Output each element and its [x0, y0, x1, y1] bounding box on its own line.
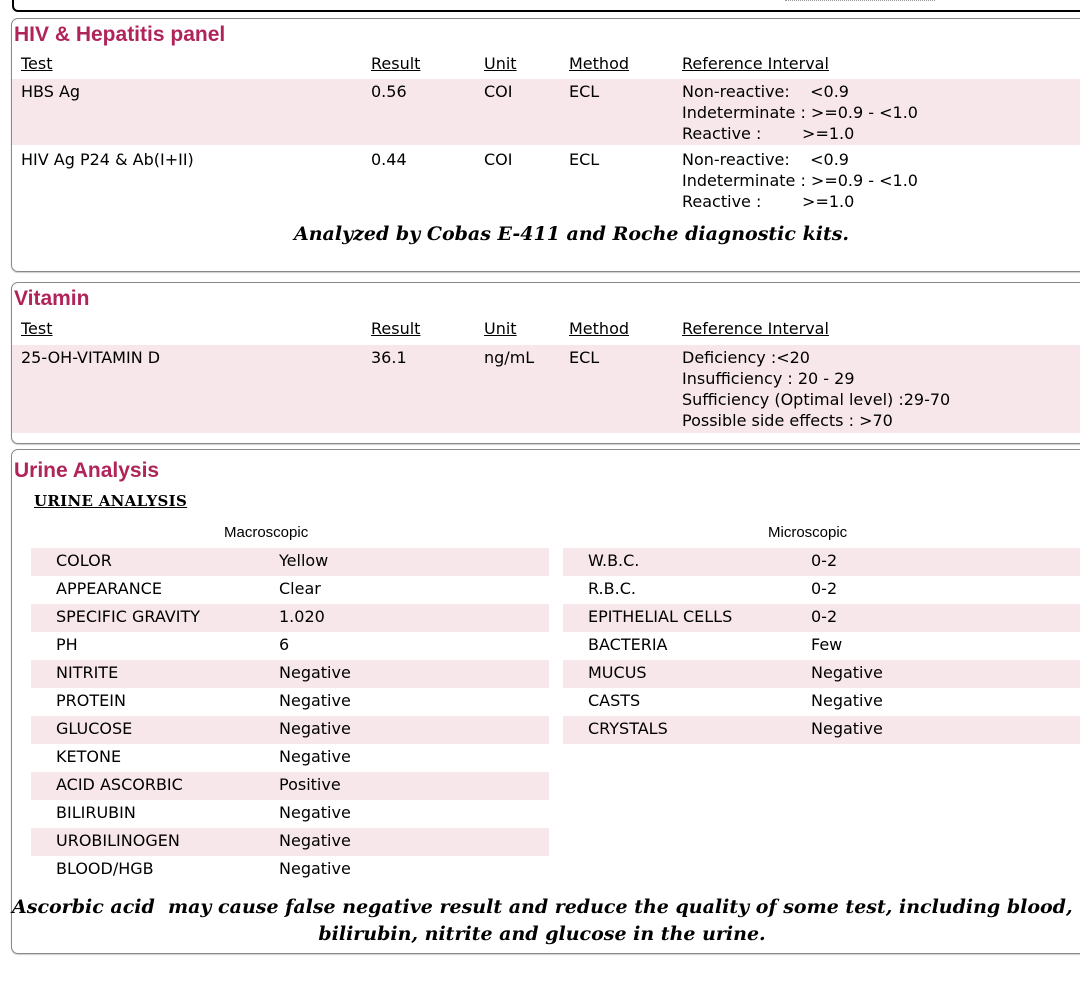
- reference-line: Deficiency :<20: [682, 348, 810, 367]
- macroscopic-row: [31, 800, 549, 828]
- ascorbic-acid-note: [12, 894, 1072, 948]
- row-label: BILIRUBIN: [56, 803, 136, 822]
- macroscopic-row: [31, 744, 549, 772]
- result-value: 36.1: [371, 348, 407, 367]
- microscopic-caption: Microscopic: [768, 524, 848, 541]
- row-label: PH: [56, 635, 78, 654]
- urine-analysis-panel: [11, 449, 1080, 954]
- header-reference: Reference Interval: [682, 319, 829, 338]
- unit-value: COI: [484, 82, 513, 101]
- row-value: Positive: [279, 775, 341, 794]
- row-label: R.B.C.: [588, 579, 636, 598]
- result-value: 0.44: [371, 150, 407, 169]
- row-label: W.B.C.: [588, 551, 640, 570]
- row-label: NITRITE: [56, 663, 119, 682]
- header-method: Method: [569, 319, 630, 338]
- macroscopic-row: [31, 604, 549, 632]
- row-value: Negative: [811, 691, 883, 710]
- panel-title: HIV & Hepatitis panel: [14, 23, 226, 46]
- row-label: SPECIFIC GRAVITY: [56, 607, 200, 626]
- row-label: MUCUS: [588, 663, 647, 682]
- macroscopic-row: [31, 828, 549, 856]
- macroscopic-caption: Macroscopic: [224, 524, 309, 541]
- microscopic-row: [563, 548, 1080, 576]
- test-name: 25-OH-VITAMIN D: [21, 348, 161, 367]
- row-value: Negative: [279, 691, 351, 710]
- panel-title: Vitamin: [14, 287, 90, 310]
- note-line: bilirubin, nitrite and glucose in the urine.: [318, 923, 766, 945]
- reference-interval: [682, 347, 950, 431]
- row-value: Negative: [279, 747, 351, 766]
- macroscopic-row: [31, 632, 549, 660]
- hiv-hepatitis-panel: [11, 18, 1080, 272]
- row-label: CASTS: [588, 691, 641, 710]
- row-value: 1.020: [279, 607, 325, 626]
- reference-line: Sufficiency (Optimal level) :29-70: [682, 390, 951, 409]
- row-value: Negative: [811, 663, 883, 682]
- reference-line: Possible side effects : >70: [682, 411, 893, 430]
- reference-interval: [682, 81, 918, 144]
- vitamin-panel: [11, 282, 1080, 444]
- header-reference: Reference Interval: [682, 54, 829, 73]
- reference-line: Reactive : >=1.0: [682, 192, 855, 211]
- microscopic-row: [563, 576, 1080, 604]
- header-method: Method: [569, 54, 630, 73]
- macroscopic-row: [31, 688, 549, 716]
- method-value: ECL: [569, 150, 600, 169]
- result-value: 0.56: [371, 82, 407, 101]
- microscopic-row: [563, 688, 1080, 716]
- header-test: Test: [21, 54, 53, 73]
- macroscopic-row: [31, 660, 549, 688]
- row-value: Negative: [279, 719, 351, 738]
- macroscopic-row: [31, 548, 549, 576]
- row-label: UROBILINOGEN: [56, 831, 180, 850]
- microscopic-row: [563, 716, 1080, 744]
- reference-line: Non-reactive: <0.9: [682, 82, 849, 101]
- note-line: Ascorbic acid may cause false negative result and reduce the quality of some test, including blood,: [12, 896, 1073, 918]
- row-value: Few: [811, 635, 843, 654]
- row-label: ACID ASCORBIC: [56, 775, 183, 794]
- row-label: KETONE: [56, 747, 122, 766]
- row-label: CRYSTALS: [588, 719, 668, 738]
- row-value: 6: [279, 635, 290, 654]
- unit-value: COI: [484, 150, 513, 169]
- row-value: Negative: [279, 831, 351, 850]
- header-unit: Unit: [484, 54, 517, 73]
- row-label: EPITHELIAL CELLS: [588, 607, 733, 626]
- microscopic-row: [563, 632, 1080, 660]
- row-value: Yellow: [279, 551, 329, 570]
- unit-value: ng/mL: [484, 348, 535, 367]
- row-value: Negative: [279, 663, 351, 682]
- row-value: Negative: [279, 859, 351, 878]
- row-label: GLUCOSE: [56, 719, 133, 738]
- header-unit: Unit: [484, 319, 517, 338]
- reference-line: Non-reactive: <0.9: [682, 150, 849, 169]
- reference-line: Insufficiency : 20 - 29: [682, 369, 855, 388]
- method-value: ECL: [569, 82, 600, 101]
- test-name: HIV Ag P24 & Ab(I+II): [21, 150, 194, 169]
- microscopic-row: [563, 660, 1080, 688]
- analyzer-note: Analyzed by Cobas E-411 and Roche diagnostic kits.: [294, 223, 850, 245]
- microscopic-row: [563, 604, 1080, 632]
- header-test: Test: [21, 319, 53, 338]
- row-value: Negative: [279, 803, 351, 822]
- header-result: Result: [371, 54, 421, 73]
- macroscopic-row: [31, 576, 549, 604]
- header-result: Result: [371, 319, 421, 338]
- reference-line: Indeterminate : >=0.9 - <1.0: [682, 171, 918, 190]
- panel-title: Urine Analysis: [14, 459, 160, 482]
- macroscopic-row: [31, 856, 549, 884]
- method-value: ECL: [569, 348, 600, 367]
- row-value: Negative: [811, 719, 883, 738]
- reference-line: Reactive : >=1.0: [682, 124, 855, 143]
- dotted-rule: [785, 0, 935, 5]
- urine-subheading: URINE ANALYSIS: [34, 492, 188, 510]
- row-label: BLOOD/HGB: [56, 859, 154, 878]
- row-label: BACTERIA: [588, 635, 668, 654]
- row-value: 0-2: [811, 607, 838, 626]
- macroscopic-row: [31, 716, 549, 744]
- row-value: 0-2: [811, 551, 838, 570]
- reference-interval: [682, 149, 918, 212]
- reference-line: Indeterminate : >=0.9 - <1.0: [682, 103, 918, 122]
- macroscopic-row: [31, 772, 549, 800]
- row-label: PROTEIN: [56, 691, 126, 710]
- row-label: APPEARANCE: [56, 579, 162, 598]
- row-label: COLOR: [56, 551, 112, 570]
- table-row: [12, 79, 1080, 145]
- row-value: Clear: [279, 579, 321, 598]
- row-value: 0-2: [811, 579, 838, 598]
- test-name: HBS Ag: [21, 82, 81, 101]
